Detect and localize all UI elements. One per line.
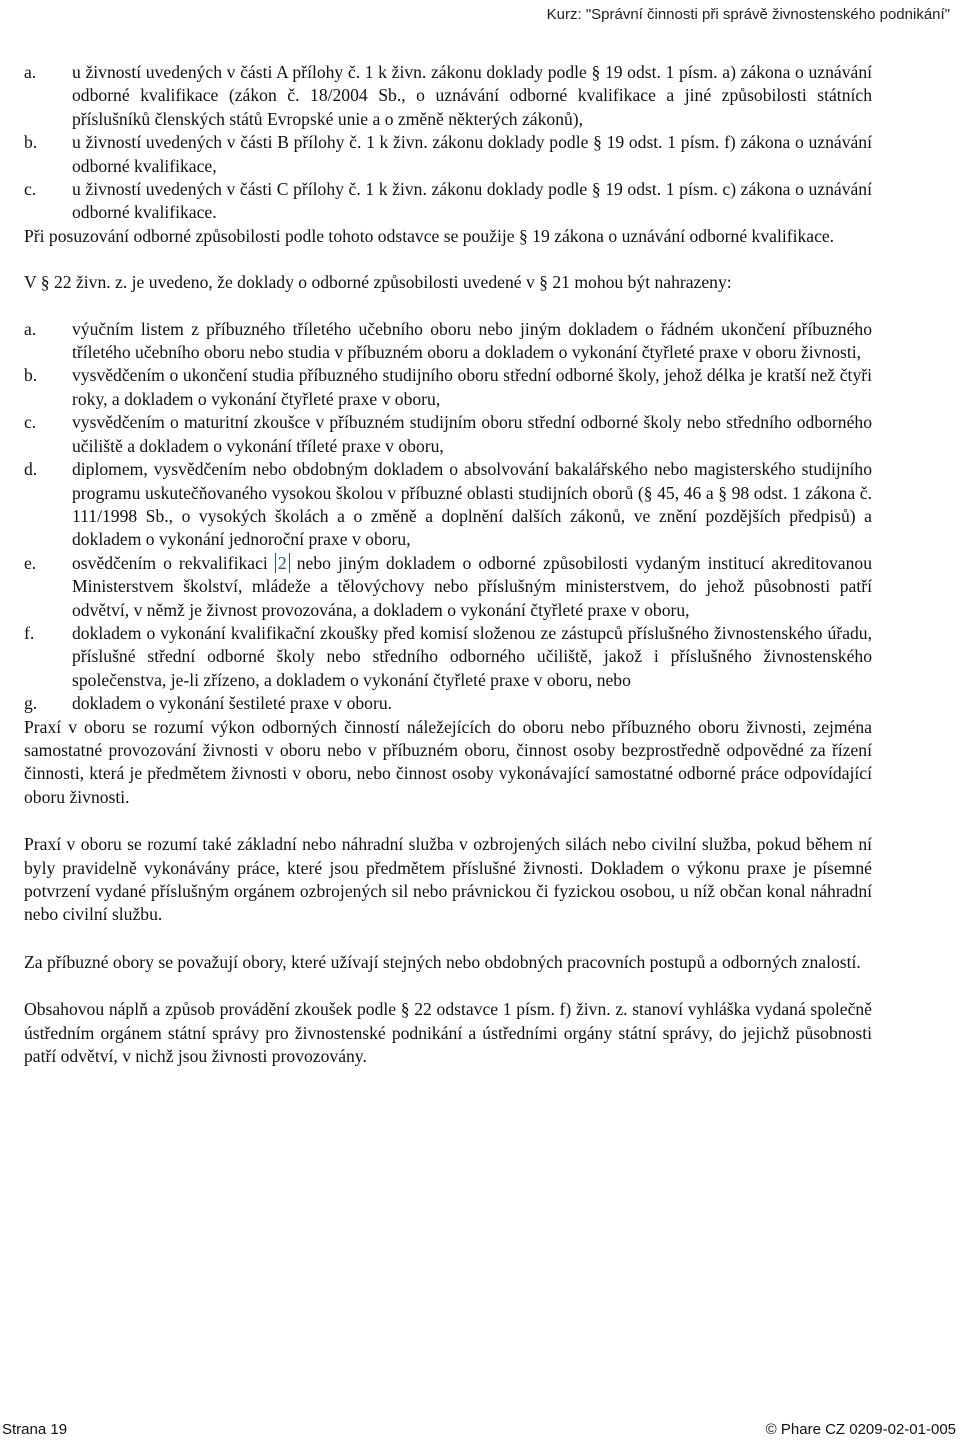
list-item: [24, 622, 872, 692]
paragraph: V § 22 živn. z. je uvedeno, že doklady o odborné způsobilosti uvedené v § 21 mohou být nahrazeny:: [24, 272, 732, 293]
list-item: [24, 364, 872, 411]
qualification-list: [24, 61, 872, 225]
list-item-text: u živností uvedených v části C přílohy č. 1 k živn. zákonu doklady podle § 19 odst. 1 písm. c) zákona o uznávání odborné kvalifikace.: [72, 179, 872, 223]
list-marker: f.: [24, 622, 35, 643]
list-item: [24, 131, 872, 178]
list-item: [24, 552, 872, 622]
paragraph: Za příbuzné obory se považují obory, které užívají stejných nebo obdobných pracovních postupů a odborných znalostí.: [24, 951, 861, 972]
list-item-text: u živností uvedených v části B přílohy č. 1 k živn. zákonu doklady podle § 19 odst. 1 písm. f) zákona o uznávání odborné kvalifikace,: [72, 132, 872, 176]
list-item: [24, 411, 872, 458]
list-item: [24, 692, 872, 715]
list-marker: c.: [24, 179, 37, 200]
paragraph: Obsahovou náplň a způsob provádění zkoušek podle § 22 odstavce 1 písm. f) živn. z. stanoví vyhláška vydaná společně ústředním orgánem státní správy pro živnostenské podnikání a ústředními orgány státní správy, do jejichž působnosti patří odvětví, v nichž jsou živnosti provozovány.: [24, 999, 872, 1067]
list-item-text: dokladem o vykonání šestileté praxe v oboru.: [72, 693, 393, 714]
list-item: [24, 61, 872, 131]
document-body: [24, 61, 872, 1068]
footnote-reference-link[interactable]: 2: [275, 553, 290, 573]
list-item: [24, 318, 872, 365]
list-marker: g.: [24, 693, 38, 714]
list-marker: a.: [24, 62, 37, 82]
list-item-text: [72, 552, 872, 622]
running-header: Kurz: "Správní činnosti při správě živnostenského podnikání": [546, 6, 950, 23]
list-marker: c.: [24, 412, 37, 433]
list-marker: d.: [24, 459, 38, 480]
list-item-text: dokladem o vykonání kvalifikační zkoušky před komisí složenou ze zástupců příslušného živnostenského úřadu, příslušné střední odborné školy nebo středního odborného učiliště, jakož i příslušného živnostenského společenstva, je-li zřízeno, a dokladem o vykonání čtyřleté praxe v oboru, nebo: [72, 622, 872, 690]
list-marker: e.: [24, 552, 37, 573]
list-item-text: diplomem, vysvědčením nebo obdobným dokladem o absolvování bakalářského nebo magisterského studijního programu uskutečňovaného vysokou školou v příbuzné oblasti studijních oborů (§ 45, 46 a § 98 odst. 1 zákona č. 111/1998 Sb., o vysokých školách a o změně a doplnění dalších zákonů, ve znění pozdějších předpisů) a dokladem o vykonání jednoroční praxe v oboru,: [72, 459, 872, 550]
list-item-text-start: osvědčením o rekvalifikaci: [72, 552, 275, 573]
list-item-text: u živností uvedených v části A přílohy č. 1 k živn. zákonu doklady podle § 19 odst. 1 písm. a) zákona o uznávání odborné kvalifikace (zákon č. 18/2004 Sb., o uznávání odborné kvalifikace a jiné způsobilosti státních příslušníků členských států Evropské unie a o změně některých zákonů),: [72, 62, 872, 129]
list-marker: a.: [24, 318, 37, 339]
paragraph: Praxí v oboru se rozumí také základní nebo náhradní služba v ozbrojených silách nebo civilní služba, pokud během ní byly pravidelně vykonávány práce, které jsou předmětem příslušné živnosti. Dokladem o výkonu praxe je písemné potvrzení vydané příslušným orgánem ozbrojených sil nebo právnickou či fyzickou osobou, u níž občan konal náhradní nebo civilní službu.: [24, 834, 872, 925]
list-item: [24, 458, 872, 552]
paragraph: Při posuzování odborné způsobilosti podle tohoto odstavce se použije § 19 zákona o uznávání odborné kvalifikace.: [24, 225, 835, 246]
copyright-notice: © Phare CZ 0209-02-01-005: [765, 1421, 956, 1438]
list-item: [24, 178, 872, 225]
paragraph: Praxí v oboru se rozumí výkon odborných činností náležejících do oboru nebo příbuzného oboru živnosti, zejména samostatné provozování živnosti v oboru nebo v příbuzném oboru, činnost osoby bezprostředně odpovědné za řízení činnosti, která je předmětem živnosti v oboru, nebo činnost osoby vykonávající samostatné odborné práce odpovídající oboru živnosti.: [24, 716, 872, 807]
list-marker: b.: [24, 365, 38, 386]
page-number: Strana 19: [2, 1421, 68, 1438]
list-item-text: vysvědčením o ukončení studia příbuzného studijního oboru střední odborné školy, jehož délka je kratší než čtyři roky, a dokladem o vykonání čtyřleté praxe v oboru,: [72, 365, 872, 409]
substitute-documents-list: [24, 318, 872, 716]
list-marker: b.: [24, 132, 38, 153]
list-item-text: výučním listem z příbuzného tříletého učebního oboru nebo jiným dokladem o řádném ukončení příbuzného tříletého učebního oboru nebo studia v příbuzném oboru a dokladem o vykonání čtyřleté praxe v oboru živnosti,: [72, 318, 872, 363]
list-item-text: vysvědčením o maturitní zkoušce v příbuzném studijním oboru střední odborné školy nebo středního odborného učiliště a dokladem o vykonání tříleté praxe v oboru,: [72, 412, 872, 456]
list-item-text-end: nebo jiným dokladem o odborné způsobilosti vydaným institucí akreditovanou Ministerstvem školství, mládeže a tělovýchovy nebo příslušným ministerstvem, do jehož působnosti patří odvětví, v němž je živnost provozována, a dokladem o vykonání čtyřleté praxe v oboru,: [72, 552, 873, 620]
